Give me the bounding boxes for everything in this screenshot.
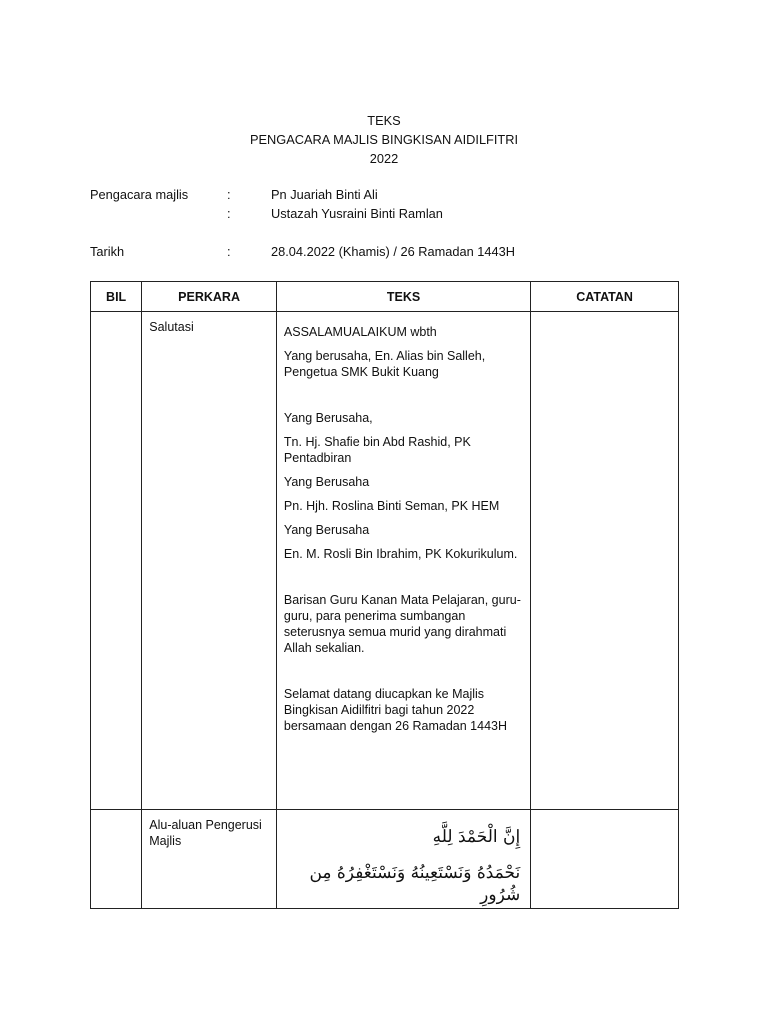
teks-paragraph: Pn. Hjh. Roslina Binti Seman, PK HEM (283, 499, 500, 513)
tarikh-label: Tarikh (90, 244, 125, 259)
tarikh-value: 28.04.2022 (Khamis) / 26 Ramadan 1443H (271, 244, 516, 259)
teks-paragraph: Barisan Guru Kanan Mata Pelajaran, guru-guru, para penerima sumbangan seterusnya semua murid yang dirahmati Allah sekalian. (283, 593, 521, 655)
header-catatan: CATATAN (531, 282, 679, 312)
meta-pengacara (90, 185, 690, 223)
perkara-cell (142, 810, 277, 909)
teks-paragraph: Yang Berusaha, (283, 411, 373, 425)
catatan-cell (531, 312, 679, 810)
programme-table (90, 281, 679, 909)
meta-row-pengacara-2 (90, 204, 690, 223)
meta-tarikh (90, 242, 690, 261)
table-header-row (91, 282, 679, 312)
teks-paragraph: Tn. Hj. Shafie bin Abd Rashid, PK Pentadbiran (283, 435, 471, 465)
arabic-text-line: إِنَّ الْحَمْدَ لِلَّهِ (432, 827, 521, 847)
arabic-text-line: نَحْمَدُهُ وَنَسْتَعِينُهُ وَنَسْتَغْفِرُهُ مِن شُرُورِ (309, 863, 521, 905)
title-line-2: PENGACARA MAJLIS BINGKISAN AIDILFITRI (249, 132, 519, 147)
colon: : (227, 244, 231, 259)
teks-paragraph: Selamat datang diucapkan ke Majlis Bingkisan Aidilfitri bagi tahun 2022 bersamaan dengan 26 Ramadan 1443H (283, 687, 507, 733)
teks-paragraph: Yang Berusaha (283, 475, 370, 489)
teks-cell (276, 312, 530, 810)
header-teks: TEKS (276, 282, 530, 312)
teks-paragraph: En. M. Rosli Bin Ibrahim, PK Kokurikulum. (283, 547, 518, 561)
perkara-text: Salutasi (149, 320, 194, 334)
colon: : (227, 206, 231, 221)
header-perkara: PERKARA (142, 282, 277, 312)
title-line-3: 2022 (369, 151, 399, 166)
teks-paragraph: Yang Berusaha (283, 523, 370, 537)
teks-cell-arabic (276, 810, 530, 909)
bil-cell (91, 810, 142, 909)
pengacara-label: Pengacara majlis (90, 187, 189, 202)
table-row (91, 810, 679, 909)
catatan-cell (531, 810, 679, 909)
colon: : (227, 187, 231, 202)
title-line-1: TEKS (367, 113, 401, 128)
pengacara-name-1: Pn Juariah Binti Ali (271, 187, 378, 202)
perkara-cell (142, 312, 277, 810)
document-title (0, 111, 768, 168)
meta-row-tarikh (90, 242, 690, 261)
table-row (91, 312, 679, 810)
teks-paragraph: Yang berusaha, En. Alias bin Salleh, Pengetua SMK Bukit Kuang (283, 349, 486, 379)
meta-row-pengacara-1 (90, 185, 690, 204)
teks-paragraph: ASSALAMUALAIKUM wbth (283, 325, 437, 339)
perkara-text: Alu-aluan Pengerusi Majlis (149, 818, 262, 848)
header-bil: BIL (91, 282, 142, 312)
bil-cell (91, 312, 142, 810)
pengacara-name-2: Ustazah Yusraini Binti Ramlan (271, 206, 443, 221)
